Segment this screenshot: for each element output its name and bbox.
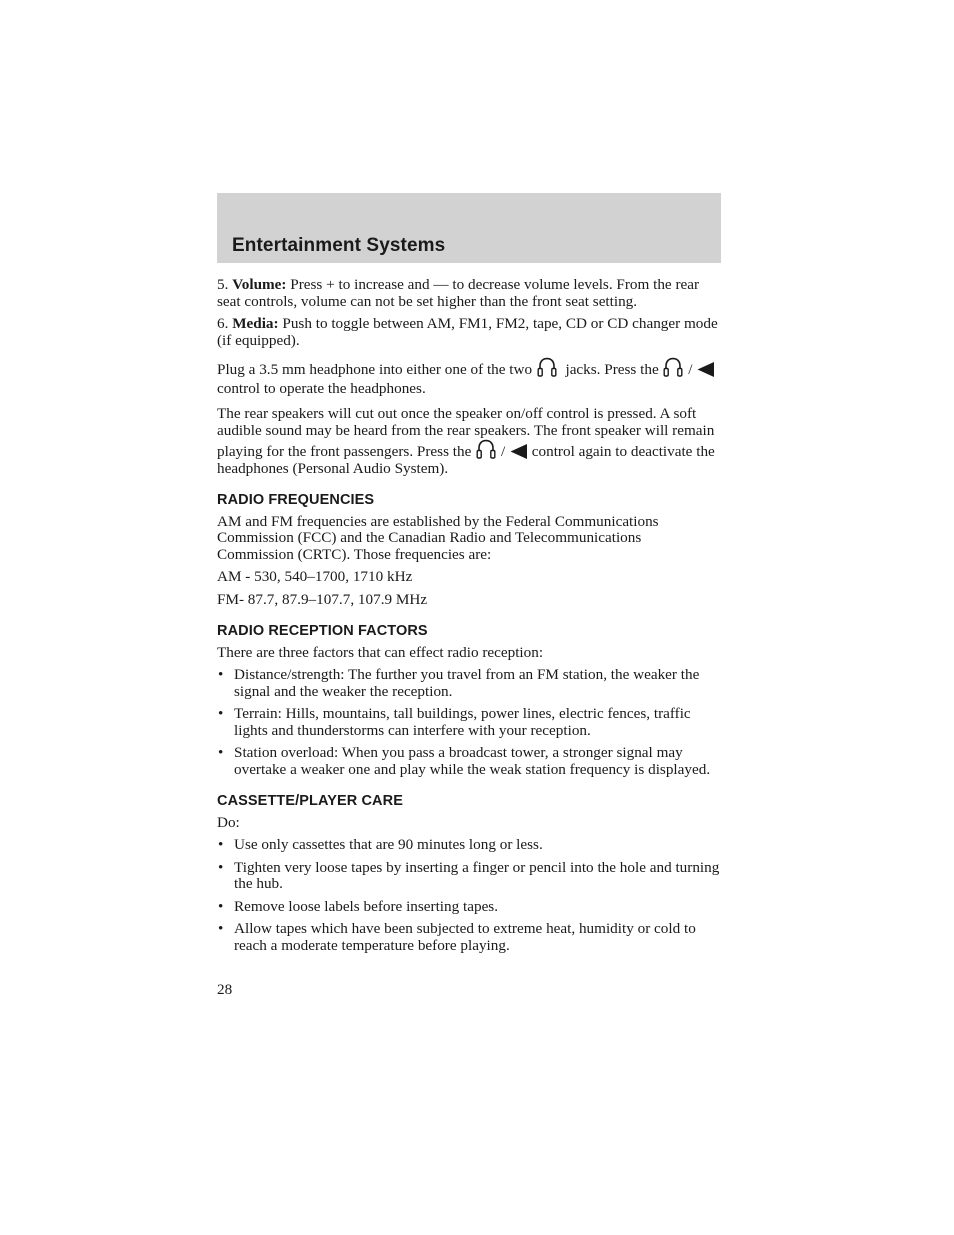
media-text: Push to toggle between AM, FM1, FM2, tape, CD or CD changer mode (if equipped).: [217, 315, 718, 349]
list-item: • Terrain: Hills, mountains, tall buildings, power lines, electric fences, traffic lights and thunderstorms can interfere with your reception.: [217, 706, 721, 739]
headphone-icon: [662, 357, 684, 378]
page-content: [217, 277, 721, 960]
radio-reception-intro: There are three factors that can effect radio reception:: [217, 643, 544, 661]
am-frequencies: AM - 530, 540–1700, 1710 kHz: [217, 568, 413, 585]
speaker-arrow-icon: [696, 361, 715, 378]
list-item: • Allow tapes which have been subjected to extreme heat, humidity or cold to reach a moderate temperature before playing.: [217, 921, 721, 954]
headphone-paragraph: [217, 357, 721, 398]
headphone-separator: /: [688, 361, 693, 378]
radio-reception-list: [217, 667, 721, 778]
volume-term: Volume:: [232, 276, 287, 293]
list-item: • Station overload: When you pass a broadcast tower, a stronger signal may overtake a weaker one and play while the weak station frequency is displayed.: [217, 745, 721, 778]
section-heading-cassette-care: CASSETTE/PLAYER CARE: [217, 793, 403, 809]
headphone-icon: [475, 439, 497, 460]
cassette-care-intro: Do:: [217, 813, 240, 831]
headphone-text-3: control to operate the headphones.: [217, 380, 426, 397]
headphone-text-2: jacks. Press the: [565, 361, 659, 378]
headphone-text-1: Plug a 3.5 mm headphone into either one of the two: [217, 361, 533, 378]
speaker-arrow-icon: [509, 443, 528, 460]
volume-text: Press + to increase and — to decrease volume levels. From the rear seat controls, volume can not be set higher than the front seat setting.: [217, 276, 700, 310]
section-header-band: [217, 193, 721, 263]
headphone-icon: [536, 357, 558, 378]
section-heading-radio-reception: RADIO RECEPTION FACTORS: [217, 623, 428, 639]
media-term: Media:: [232, 315, 279, 332]
rear-speakers-separator: /: [500, 443, 506, 460]
list-item: • Remove loose labels before inserting tapes.: [217, 899, 721, 916]
rear-speakers-text-1: The rear speakers will cut out once the speaker on/off control is pressed. A soft audible sound may be heard from the rear speakers. The front speaker will remain playing for the front passengers. Press the: [217, 405, 715, 460]
page-number: 28: [217, 981, 233, 998]
list-item: • Distance/strength: The further you travel from an FM station, the weaker the signal and the weaker the reception.: [217, 667, 721, 700]
media-paragraph: [217, 316, 721, 349]
radio-frequencies-intro: AM and FM frequencies are established by the Federal Communications Commission (FCC) and the Canadian Radio and Telecommunications Commission (CRTC). Those frequencies are:: [217, 512, 659, 563]
page-title: Entertainment Systems: [232, 235, 446, 256]
section-heading-radio-frequencies: RADIO FREQUENCIES: [217, 492, 375, 508]
media-number: 6.: [217, 315, 229, 332]
list-item: • Use only cassettes that are 90 minutes long or less.: [217, 837, 721, 854]
rear-speakers-text-2: control again to deactivate the headphones (Personal Audio System).: [217, 443, 715, 477]
list-item: • Tighten very loose tapes by inserting a finger or pencil into the hole and turning the hub.: [217, 860, 721, 893]
volume-number: 5.: [217, 276, 229, 293]
cassette-care-list: [217, 837, 721, 954]
rear-speakers-paragraph: [217, 406, 721, 477]
fm-frequencies: FM- 87.7, 87.9–107.7, 107.9 MHz: [217, 590, 428, 608]
volume-paragraph: [217, 277, 721, 310]
